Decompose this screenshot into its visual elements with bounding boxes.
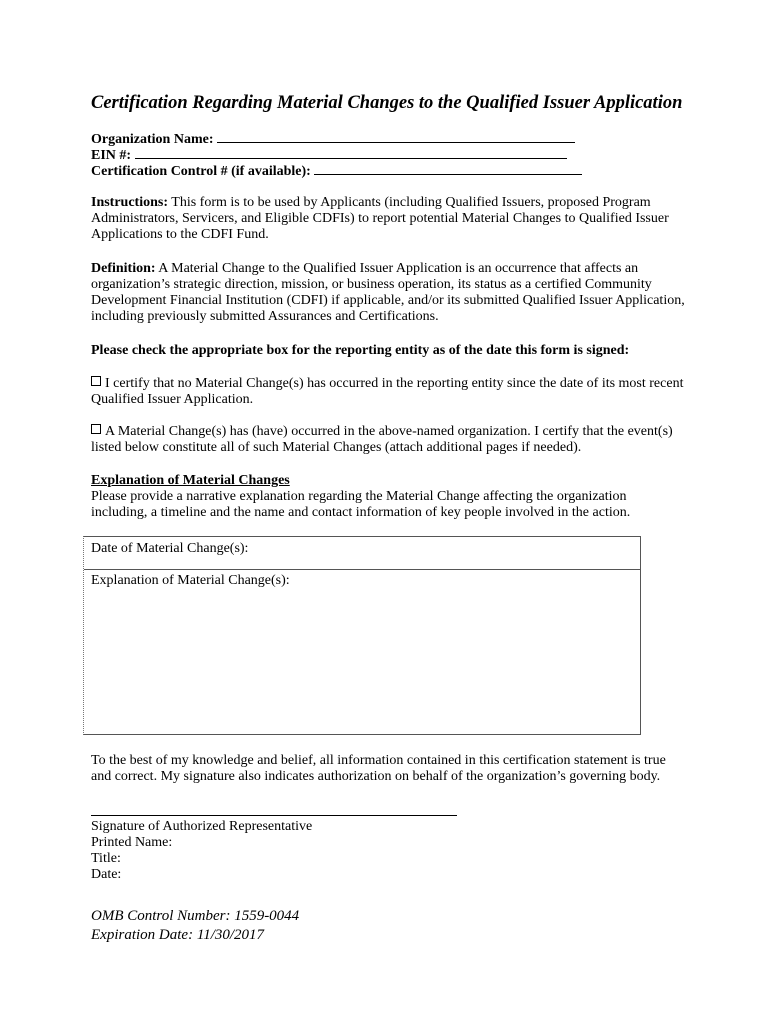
- attestation-line-2: and correct. My signature also indicates authorization on behalf of the organization’s governing body.: [91, 769, 661, 784]
- explanation-section: [91, 473, 691, 521]
- definition-line-4: including previously submitted Assurances and Certifications.: [91, 309, 439, 324]
- definition-label: Definition:: [91, 261, 156, 276]
- no-change-checkbox[interactable]: [91, 376, 101, 386]
- certification-control-row: [91, 162, 582, 180]
- date-label: Date:: [91, 867, 122, 882]
- explanation-line-1: Please provide a narrative explanation regarding the Material Change affecting the organization: [91, 489, 627, 504]
- definition-line-1: Definition: A Material Change to the Qualified Issuer Application is an occurrence that affects an: [91, 261, 639, 276]
- instructions-line-2: Administrators, Servicers, and Eligible CDFIs) to report potential Material Changes to Qualified Issuer: [91, 211, 669, 226]
- expiration-date: Expiration Date: 11/30/2017: [91, 927, 265, 943]
- omb-control-number: OMB Control Number: 1559-0044: [91, 908, 300, 924]
- material-change-table: [83, 536, 641, 735]
- attestation-paragraph: [91, 753, 691, 785]
- signature-label: Signature of Authorized Representative: [91, 819, 313, 834]
- definition-line-2: organization’s strategic direction, mission, or business operation, its status as a certified Community: [91, 277, 652, 292]
- certification-control-label: Certification Control # (if available):: [91, 164, 311, 179]
- organization-name-field[interactable]: [217, 130, 575, 143]
- ein-label: EIN #:: [91, 148, 132, 163]
- option-change-occurred-line-1: A Material Change(s) has (have) occurred in the above-named organization. I certify that the event(s): [105, 424, 673, 439]
- title-label: Title:: [91, 851, 121, 866]
- organization-name-label: Organization Name:: [91, 132, 214, 147]
- instructions-line-1: Instructions: This form is to be used by Applicants (including Qualified Issuers, proposed Program: [91, 195, 651, 210]
- date-of-change-label: Date of Material Change(s):: [91, 541, 249, 556]
- explanation-of-change-label: Explanation of Material Change(s):: [91, 573, 290, 588]
- explanation-heading: Explanation of Material Changes: [91, 473, 290, 488]
- form-title: Certification Regarding Material Changes to the Qualified Issuer Application: [91, 93, 683, 113]
- instructions-line-3: Applications to the CDFI Fund.: [91, 227, 269, 242]
- option-no-change-line-2: Qualified Issuer Application.: [91, 392, 254, 407]
- attestation-line-1: To the best of my knowledge and belief, all information contained in this certification statement is true: [91, 753, 666, 768]
- instructions-paragraph: [91, 195, 691, 243]
- table-divider: [84, 569, 640, 570]
- option-no-change: [91, 376, 691, 408]
- check-instruction: Please check the appropriate box for the reporting entity as of the date this form is signed:: [91, 343, 630, 358]
- certification-control-field[interactable]: [314, 162, 582, 175]
- definition-paragraph: [91, 261, 691, 325]
- instructions-label: Instructions:: [91, 195, 169, 210]
- definition-line-3: Development Financial Institution (CDFI) if applicable, and/or its submitted Qualified Issuer Application,: [91, 293, 685, 308]
- option-change-occurred: [91, 424, 691, 456]
- ein-field[interactable]: [135, 146, 567, 159]
- change-occurred-checkbox[interactable]: [91, 424, 101, 434]
- printed-name-label: Printed Name:: [91, 835, 173, 850]
- option-change-occurred-line-2: listed below constitute all of such Material Changes (attach additional pages if needed).: [91, 440, 582, 455]
- signature-block: [91, 819, 691, 883]
- option-no-change-line-1: I certify that no Material Change(s) has occurred in the reporting entity since the date of its most recent: [105, 376, 684, 391]
- signature-line[interactable]: [91, 815, 457, 816]
- explanation-line-2: including, a timeline and the name and contact information of key people involved in the action.: [91, 505, 631, 520]
